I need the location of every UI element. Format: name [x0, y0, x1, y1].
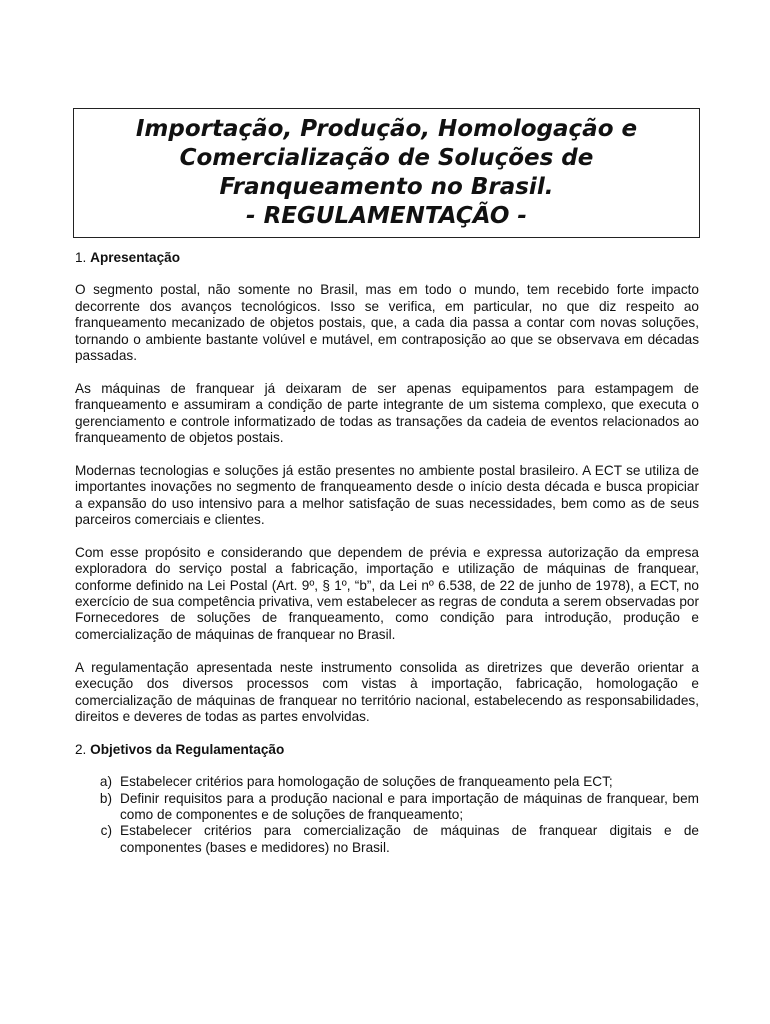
- list-marker: b): [99, 790, 112, 806]
- section-number: 2.: [75, 741, 87, 757]
- section-heading-apresentacao: [75, 250, 699, 266]
- title-box: [73, 108, 700, 238]
- paragraph: Com esse propósito e considerando que dependem de prévia e expressa autorização da empresa exploradora do serviço postal a fabricação, importação e utilização de máquinas de franquear, conforme definido na Lei Postal (Art. 9º, § 1º, “b”, da Lei nº 6.538, de 22 de junho de 1978), a ECT, no exercício de sua competência privativa, vem estabelecer as regras de conduta a serem observadas por Fornecedores de soluções de franqueamento, como condição para introdução, produção e comercialização de máquinas de franquear no Brasil.: [75, 544, 699, 642]
- list-item: [75, 791, 699, 824]
- section-title: Apresentação: [90, 250, 181, 265]
- list-item: [75, 774, 699, 790]
- paragraph: As máquinas de franquear já deixaram de ser apenas equipamentos para estampagem de franqueamento e assumiram a condição de parte integrante de um sistema complexo, que executa o gerenciamento e controle informatizado de todas as transações da cadeia de eventos relacionados ao franqueamento de objetos postais.: [75, 380, 699, 446]
- title-line-4: - REGULAMENTAÇÃO -: [246, 203, 527, 229]
- document-body: [75, 250, 699, 856]
- section-number: 1.: [75, 250, 87, 265]
- list-item-text: Estabelecer critérios para homologação de soluções de franqueamento pela ECT;: [120, 774, 613, 790]
- objectives-list: [75, 774, 699, 856]
- list-item-text: Estabelecer critérios para comercialização de máquinas de franquear digitais e de componentes (bases e medidores) no Brasil.: [120, 823, 699, 855]
- list-item: [75, 823, 699, 856]
- paragraph: O segmento postal, não somente no Brasil, mas em todo o mundo, tem recebido forte impacto decorrente dos avanços tecnológicos. Isso se verifica, em particular, no que diz respeito ao franqueamento mecanizado de objetos postais, que, a cada dia passa a contar com novas soluções, tornando o ambiente bastante volúvel e mutável, em contraposição ao que se observava em décadas passadas.: [75, 282, 699, 364]
- title-line-2: Comercialização de Soluções de: [179, 145, 594, 171]
- paragraph: Modernas tecnologias e soluções já estão presentes no ambiente postal brasileiro. A ECT se utiliza de importantes inovações no segmento de franqueamento desde o início desta década e busca propiciar a expansão do uso intensivo para a melhor satisfação de suas necessidades, bem como as de seus parceiros comerciais e clientes.: [75, 462, 699, 528]
- list-item-text: Definir requisitos para a produção nacional e para importação de máquinas de franquear, bem como de componentes e de soluções de franqueamento;: [120, 790, 699, 822]
- section-title: Objetivos da Regulamentação: [90, 741, 285, 757]
- list-marker: a): [99, 774, 112, 790]
- title-line-1: Importação, Produção, Homologação e: [135, 116, 638, 142]
- title-line-3: Franqueamento no Brasil.: [219, 174, 554, 200]
- list-marker: c): [100, 823, 112, 839]
- section-heading-objetivos: [75, 742, 699, 758]
- paragraph: A regulamentação apresentada neste instrumento consolida as diretrizes que deverão orientar a execução dos diversos processos com vistas à importação, fabricação, homologação e comercialização de máquinas de franquear no território nacional, estabelecendo as responsabilidades, direitos e deveres de todas as partes envolvidas.: [75, 659, 699, 724]
